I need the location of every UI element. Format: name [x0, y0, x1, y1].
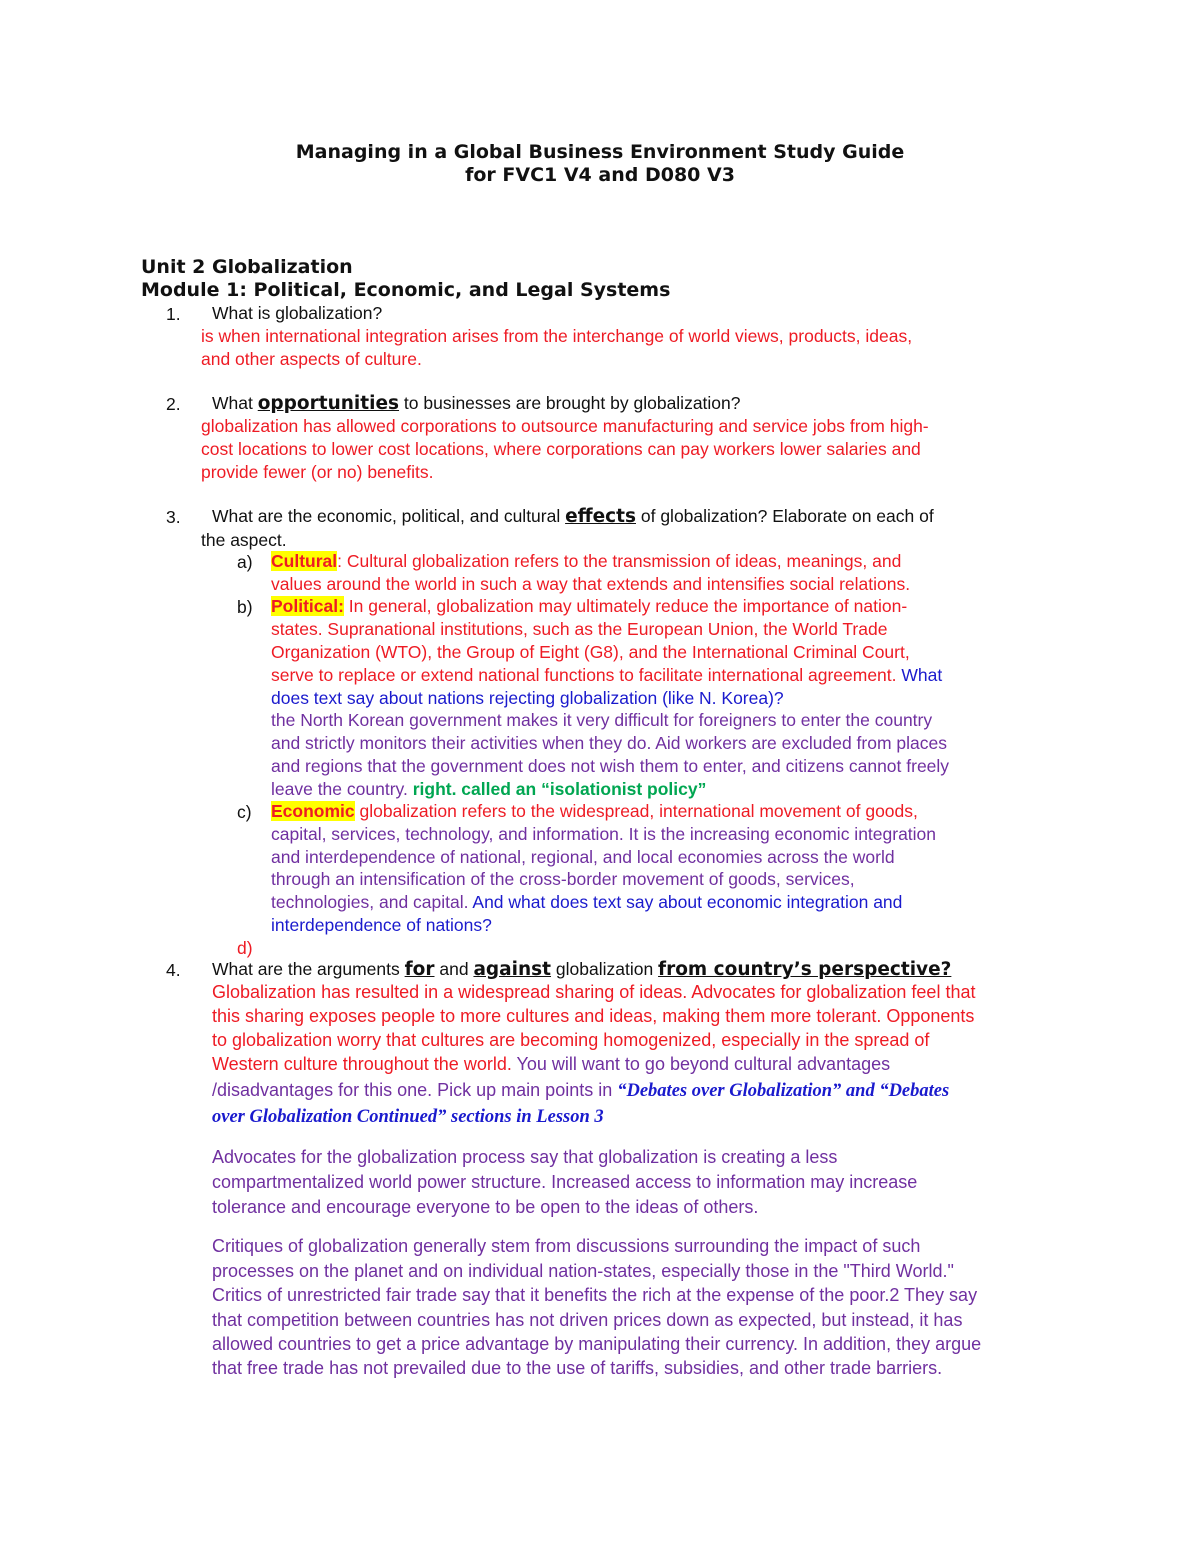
instructor-question: And what does text say about economic integration and	[468, 892, 903, 912]
unit-heading: Unit 2 Globalization	[141, 256, 353, 278]
student-note: You will want to go beyond cultural advantages	[511, 1054, 891, 1074]
question-number: 4.	[166, 960, 181, 980]
critiques-paragraph: Critics of unrestricted fair trade say that it benefits the rich at the expense of the poor.2 They say	[212, 1285, 978, 1305]
question-4: What are the arguments for and against globalization from country’s perspective?	[212, 959, 952, 980]
student-answer: capital, services, technology, and information. It is the increasing economic integration	[271, 824, 937, 844]
instructor-comment: right. called an “isolationist policy”	[407, 779, 707, 799]
document-title-line1: Managing in a Global Business Environment Study Guide	[295, 141, 905, 163]
critiques-paragraph: processes on the planet and on individual nation-states, especially those in the "Third World."	[212, 1261, 954, 1281]
instructor-question: interdependence of nations?	[271, 915, 492, 935]
political-answer: Political: In general, globalization may ultimately reduce the importance of nation-	[271, 596, 908, 616]
module-heading: Module 1: Political, Economic, and Legal Systems	[141, 279, 671, 301]
lesson-reference: “Debates over Globalization” and “Debates	[617, 1081, 950, 1101]
answer-line: Western culture throughout the world. You will want to go beyond cultural advantages	[212, 1054, 891, 1074]
list-label: c)	[237, 802, 252, 822]
keyword-against: against	[473, 959, 552, 980]
instructor-question: What	[896, 665, 943, 685]
list-label: d)	[237, 938, 253, 958]
instructor-note: /disadvantages for this one. Pick up main points in “Debates over Globalization” and “Debates	[212, 1080, 950, 1101]
question-1: What is globalization?	[212, 303, 383, 323]
question-2: What opportunities to businesses are brought by globalization?	[212, 393, 741, 414]
student-answer: the North Korean government makes it very difficult for foreigners to enter the country	[271, 710, 933, 730]
instructor-question: does text say about nations rejecting globalization (like N. Korea)?	[271, 688, 784, 708]
answer-line: Globalization has resulted in a widespread sharing of ideas. Advocates for globalization feel that	[212, 982, 976, 1002]
answer-line: provide fewer (or no) benefits.	[201, 462, 434, 482]
list-label: b)	[237, 597, 253, 617]
answer-line: states. Supranational institutions, such as the European Union, the World Trade	[271, 619, 888, 639]
critiques-paragraph: Critiques of globalization generally stem from discussions surrounding the impact of such	[212, 1236, 921, 1256]
question-number: 3.	[166, 507, 181, 527]
answer-line: cost locations to lower cost locations, where corporations can pay workers lower salaries and	[201, 439, 921, 459]
list-label: a)	[237, 552, 253, 572]
student-answer: technologies, and capital. And what does text say about economic integration and	[271, 892, 903, 912]
answer-line: this sharing exposes people to more cultures and ideas, making them more tolerant. Opponents	[212, 1006, 975, 1026]
advocates-paragraph: tolerance and encourage everyone to be open to the ideas of others.	[212, 1197, 759, 1217]
question-number: 1.	[166, 304, 181, 324]
critiques-paragraph: allowed countries to get a price advantage by manipulating their currency. In addition, they argue	[212, 1334, 982, 1354]
answer-line: is when international integration arises from the interchange of world views, products, ideas,	[201, 326, 913, 346]
cultural-highlight: Cultural	[271, 551, 338, 571]
student-answer: through an intensification of the cross-border movement of goods, services,	[271, 869, 855, 889]
answer-line: and other aspects of culture.	[201, 349, 422, 369]
economic-answer: Economic globalization refers to the widespread, international movement of goods,	[271, 801, 918, 821]
document-title-line2: for FVC1 V4 and D080 V3	[465, 164, 735, 186]
advocates-paragraph: Advocates for the globalization process say that globalization is creating a less	[212, 1147, 838, 1167]
student-answer: leave the country. right. called an “isolationist policy”	[271, 779, 707, 799]
question-3-line2: the aspect.	[201, 530, 287, 550]
critiques-paragraph: that free trade has not prevailed due to the use of tariffs, subsidies, and other trade barriers.	[212, 1358, 943, 1378]
student-answer: and strictly monitors their activities when they do. Aid workers are excluded from places	[271, 733, 947, 753]
keyword-opportunities: opportunities	[257, 393, 400, 414]
question-number: 2.	[166, 394, 181, 414]
keyword-for: for	[404, 959, 435, 980]
answer-line: globalization has allowed corporations to outsource manufacturing and service jobs from high-	[201, 416, 929, 436]
question-3: What are the economic, political, and cultural effects of globalization? Elaborate on each of	[212, 506, 934, 527]
answer-line: to globalization worry that cultures are becoming homogenized, especially in the spread of	[212, 1030, 930, 1050]
economic-highlight: Economic	[271, 801, 355, 821]
answer-line: values around the world in such a way that extends and intensifies social relations.	[271, 574, 911, 594]
answer-line: serve to replace or extend national functions to facilitate international agreement. What	[271, 665, 943, 685]
cultural-answer: Cultural: Cultural globalization refers to the transmission of ideas, meanings, and	[271, 551, 902, 571]
keyword-perspective: from country’s perspective?	[658, 959, 952, 980]
student-answer: and interdependence of national, regional, and local economies across the world	[271, 847, 895, 867]
advocates-paragraph: compartmentalized world power structure. Increased access to information may increase	[212, 1172, 918, 1192]
political-highlight: Political:	[271, 596, 344, 616]
student-answer: and regions that the government does not wish them to enter, and citizens cannot freely	[271, 756, 950, 776]
answer-line: Organization (WTO), the Group of Eight (G8), and the International Criminal Court,	[271, 642, 910, 662]
critiques-paragraph: that competition between countries has not driven prices down as expected, but instead, it has	[212, 1310, 963, 1330]
keyword-effects: effects	[565, 506, 636, 527]
lesson-reference: over Globalization Continued” sections in Lesson 3	[212, 1107, 604, 1127]
